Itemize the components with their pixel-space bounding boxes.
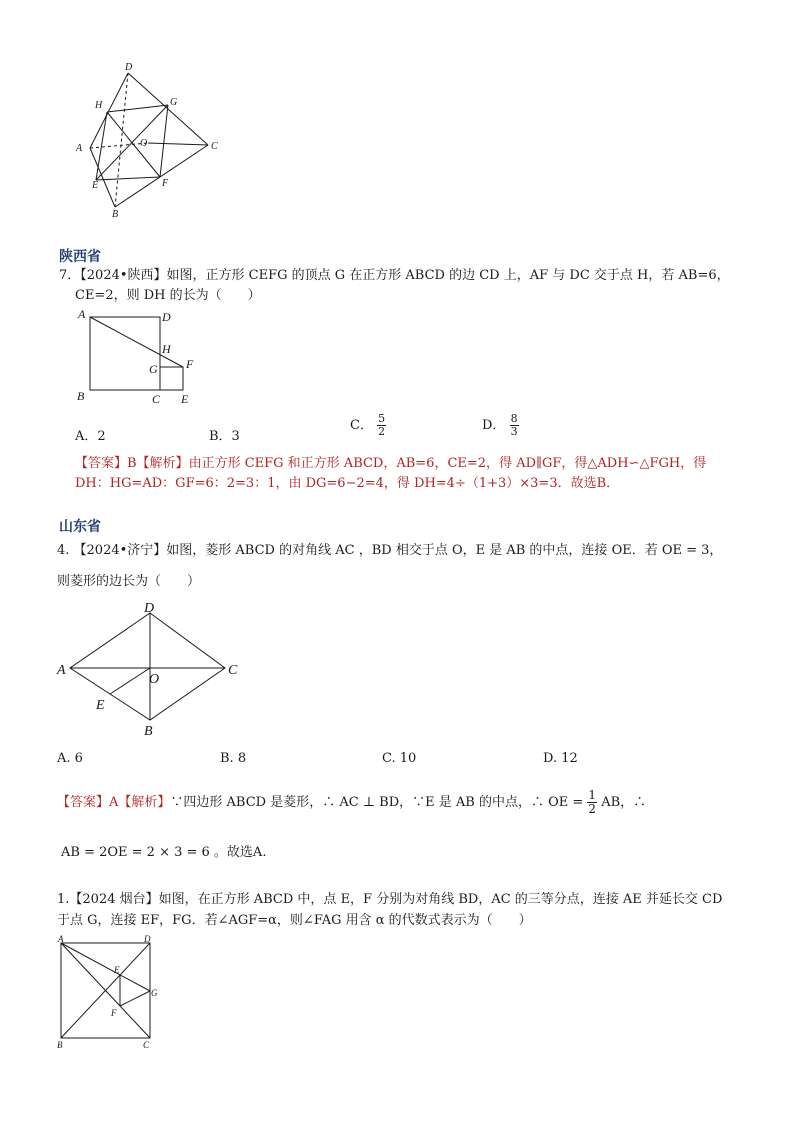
question-4-line1: 4. 【2024•济宁】如图，菱形 ABCD 的对角线 AC ，BD 相交于点 O，E 是 AB 的中点，连接 OE．若 OE = 3， xyxy=(57,543,723,558)
label-A: A xyxy=(57,663,66,678)
option-b: B．3 xyxy=(209,429,240,444)
option-c-prefix: C． xyxy=(350,418,373,433)
label-D: D xyxy=(144,934,151,944)
figure-quadrilateral-top xyxy=(60,55,240,230)
option-a: A. 6 xyxy=(57,751,83,766)
section-heading-shaanxi: 陕西省 xyxy=(59,249,101,265)
square-CEFG xyxy=(160,367,183,390)
option-c-den: 2 xyxy=(378,425,386,438)
label-D: D xyxy=(162,310,171,324)
label-B: B xyxy=(112,209,119,220)
option-c-num: 5 xyxy=(378,412,386,425)
answer-4-tag: 【答案】A【解析】 xyxy=(57,795,171,810)
label-F: F xyxy=(111,1008,117,1018)
figure-two-squares xyxy=(70,305,210,410)
option-c xyxy=(350,413,386,438)
seg-OC xyxy=(148,143,208,145)
label-C: C xyxy=(143,1040,150,1050)
label-G: G xyxy=(149,362,158,376)
label-D: D xyxy=(144,601,155,616)
label-H: H xyxy=(95,100,103,111)
option-b: B. 8 xyxy=(220,751,247,766)
edge-CB xyxy=(115,145,208,207)
answer-4-text2: AB，∴ xyxy=(601,795,647,810)
label-C: C xyxy=(228,663,238,678)
option-d xyxy=(482,413,519,438)
figure-rhombus xyxy=(55,598,255,740)
answer-4-line2: AB = 2OE = 2 × 3 = 6 。故选A. xyxy=(61,845,267,860)
label-E: E xyxy=(181,392,189,406)
label-E: E xyxy=(92,180,99,191)
section-heading-shandong: 山东省 xyxy=(59,519,101,535)
answer-7-line2: DH：HG=AD：GF=6：2=3：1，由 DG=6−2=4，得 DH=4÷（1+3）×3=3．故选B． xyxy=(75,476,620,491)
edge-BA xyxy=(90,148,115,207)
label-D: D xyxy=(125,62,133,73)
option-d-fraction xyxy=(510,413,519,438)
rhombus-ABCD xyxy=(70,613,225,720)
label-H: H xyxy=(162,342,171,356)
option-c: C. 10 xyxy=(382,751,417,766)
label-C: C xyxy=(211,141,218,152)
label-O: O xyxy=(140,138,148,149)
answer-4-frac-den: 2 xyxy=(588,802,597,816)
option-d-num: 8 xyxy=(510,412,518,425)
question-7-line2: CE=2，则 DH 的长为（ ） xyxy=(75,288,261,303)
label-G: G xyxy=(170,97,178,108)
dashed-DB xyxy=(115,73,128,207)
option-d-prefix: D． xyxy=(482,418,506,433)
label-F: F xyxy=(162,178,169,189)
option-c-fraction xyxy=(377,413,386,438)
label-O: O xyxy=(149,672,160,687)
option-a: A．2 xyxy=(75,429,106,444)
answer-4-fraction xyxy=(587,789,597,816)
label-E: E xyxy=(96,698,105,713)
square-ABCD xyxy=(90,317,160,390)
label-A: A xyxy=(76,143,83,154)
edge-HG xyxy=(107,105,168,112)
answer-7-tag: 【答案】B【解析】 xyxy=(75,456,189,471)
seg-FG xyxy=(120,991,150,1006)
option-d: D. 12 xyxy=(543,751,578,766)
option-d-den: 3 xyxy=(510,425,518,438)
label-A: A xyxy=(58,934,64,944)
edge-FE xyxy=(96,177,160,180)
label-G: G xyxy=(151,988,158,998)
label-E: E xyxy=(114,965,120,975)
seg-AG xyxy=(61,943,150,991)
label-B: B xyxy=(57,1040,63,1050)
answer-7-line1 xyxy=(75,454,706,474)
answer-7-text1: 由正方形 CEFG 和正方形 ABCD，AB=6，CE=2，得 AD∥GF，得△ADH∽△FGH，得 xyxy=(188,456,707,471)
label-B: B xyxy=(144,724,153,739)
label-C: C xyxy=(152,392,161,406)
label-A: A xyxy=(78,307,86,321)
question-7-line1: 7．【2024•陕西】如图，正方形 CEFG 的顶点 G 在正方形 ABCD 的边 CD 上，AF 与 DC 交于点 H，若 AB=6， xyxy=(59,268,730,283)
answer-4-line1 xyxy=(57,787,646,819)
figure-square-thirds xyxy=(55,933,170,1053)
question-4-line2: 则菱形的边长为（ ） xyxy=(57,574,201,589)
question-1-line2: 于点 G，连接 EF，FG．若∠AGF=α，则∠FAG 用含 α 的代数式表示为（ ） xyxy=(57,913,532,928)
question-1-line1: 1.【2024 烟台】如图，在正方形 ABCD 中，点 E，F 分别为对角线 BD，AC 的三等分点，连接 AE 并延长交 CD xyxy=(57,892,723,907)
edge-GF xyxy=(160,105,168,177)
seg-OE xyxy=(110,668,150,694)
label-B: B xyxy=(77,389,85,403)
answer-4-frac-num: 1 xyxy=(588,788,597,802)
answer-4-text1: ∵四边形 ABCD 是菱形，∴ AC ⊥ BD，∵E 是 AB 的中点，∴ OE = xyxy=(170,795,584,810)
label-F: F xyxy=(186,357,194,371)
